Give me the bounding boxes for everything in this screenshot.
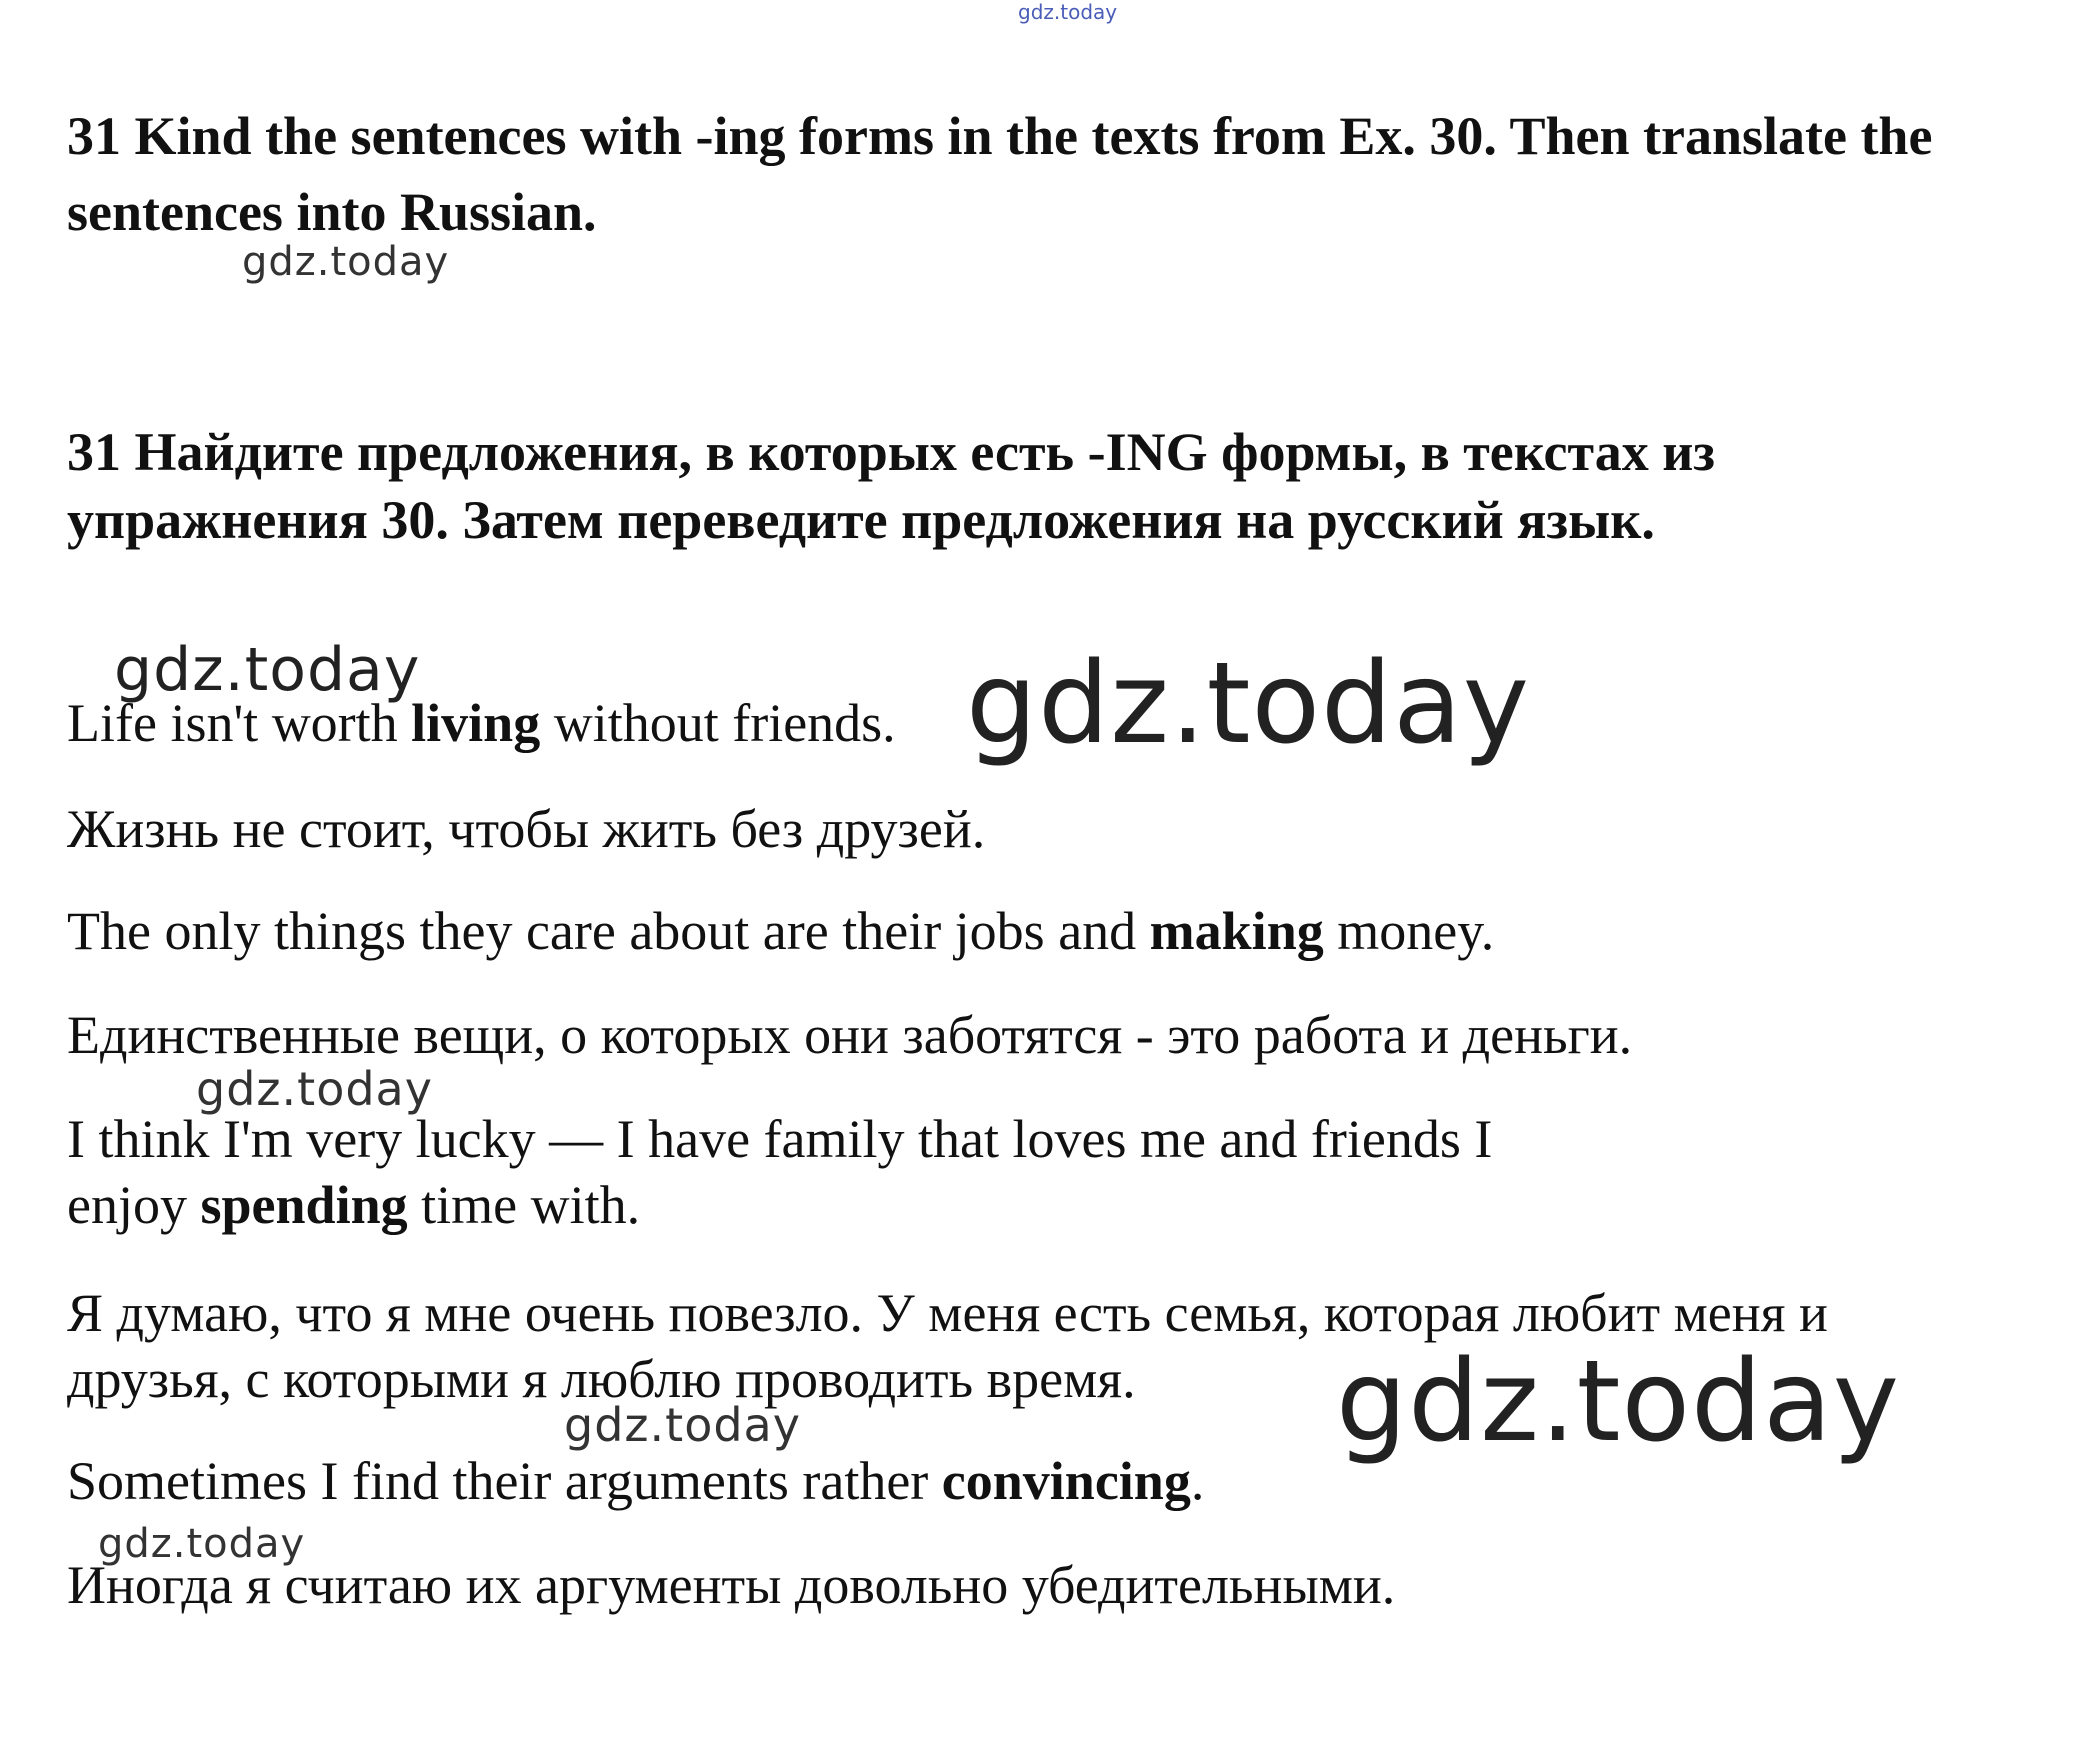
sentence-text: time with. (407, 1175, 641, 1235)
sentence-english (67, 898, 1494, 964)
sentence-translation: Единственные вещи, о которых они заботятся - это работа и деньги. (67, 1005, 1633, 1065)
watermark: gdz.today (564, 1398, 801, 1452)
sentence-text: . (1190, 1451, 1205, 1511)
sentence-text: money. (1323, 901, 1495, 961)
sentence-english (67, 1172, 640, 1238)
sentence-english (67, 690, 896, 756)
sentence-text: enjoy (67, 1175, 201, 1235)
sentence-translation-line: Я думаю, что я мне очень повезло. У меня есть семья, которая любит меня и (67, 1283, 1828, 1343)
sentence-text: Life isn't worth (67, 693, 412, 753)
sentence-english-line: I think I'm very lucky — I have family that loves me and friends I (67, 1109, 1493, 1169)
ing-form: spending (200, 1175, 408, 1235)
watermark: gdz.today (196, 1062, 433, 1116)
exercise-heading-russian: 31 Найдите предложения, в которых есть -ING формы, в текстах из упражнения 30. Затем переведите предложения на русский язык. (67, 422, 1716, 550)
ing-form: making (1149, 901, 1324, 961)
sentence-english (67, 1448, 1204, 1514)
watermark: gdz.today (98, 1521, 306, 1567)
sentence-translation: Жизнь не стоит, чтобы жить без друзей. (67, 799, 986, 859)
watermark: gdz.today (242, 239, 450, 285)
ing-form: living (411, 693, 541, 753)
watermark: gdz.today (114, 635, 421, 705)
sentence-translation-line: друзья, с которыми я люблю проводить время. (67, 1349, 1136, 1409)
watermark: gdz.today (1336, 1337, 1901, 1467)
sentence-translation: Иногда я считаю их аргументы довольно убедительными. (67, 1555, 1396, 1615)
watermark: gdz.today (966, 639, 1531, 769)
sentence-text: Sometimes I find their arguments rather (67, 1451, 942, 1511)
exercise-heading-english: 31 Kind the sentences with -ing forms in the texts from Ex. 30. Then translate the sentences into Russian. (67, 106, 1933, 242)
watermark: gdz.today (1018, 0, 1118, 24)
sentence-text: The only things they care about are their jobs and (67, 901, 1150, 961)
ing-form: convincing (941, 1451, 1191, 1511)
sentence-text: without friends. (540, 693, 896, 753)
